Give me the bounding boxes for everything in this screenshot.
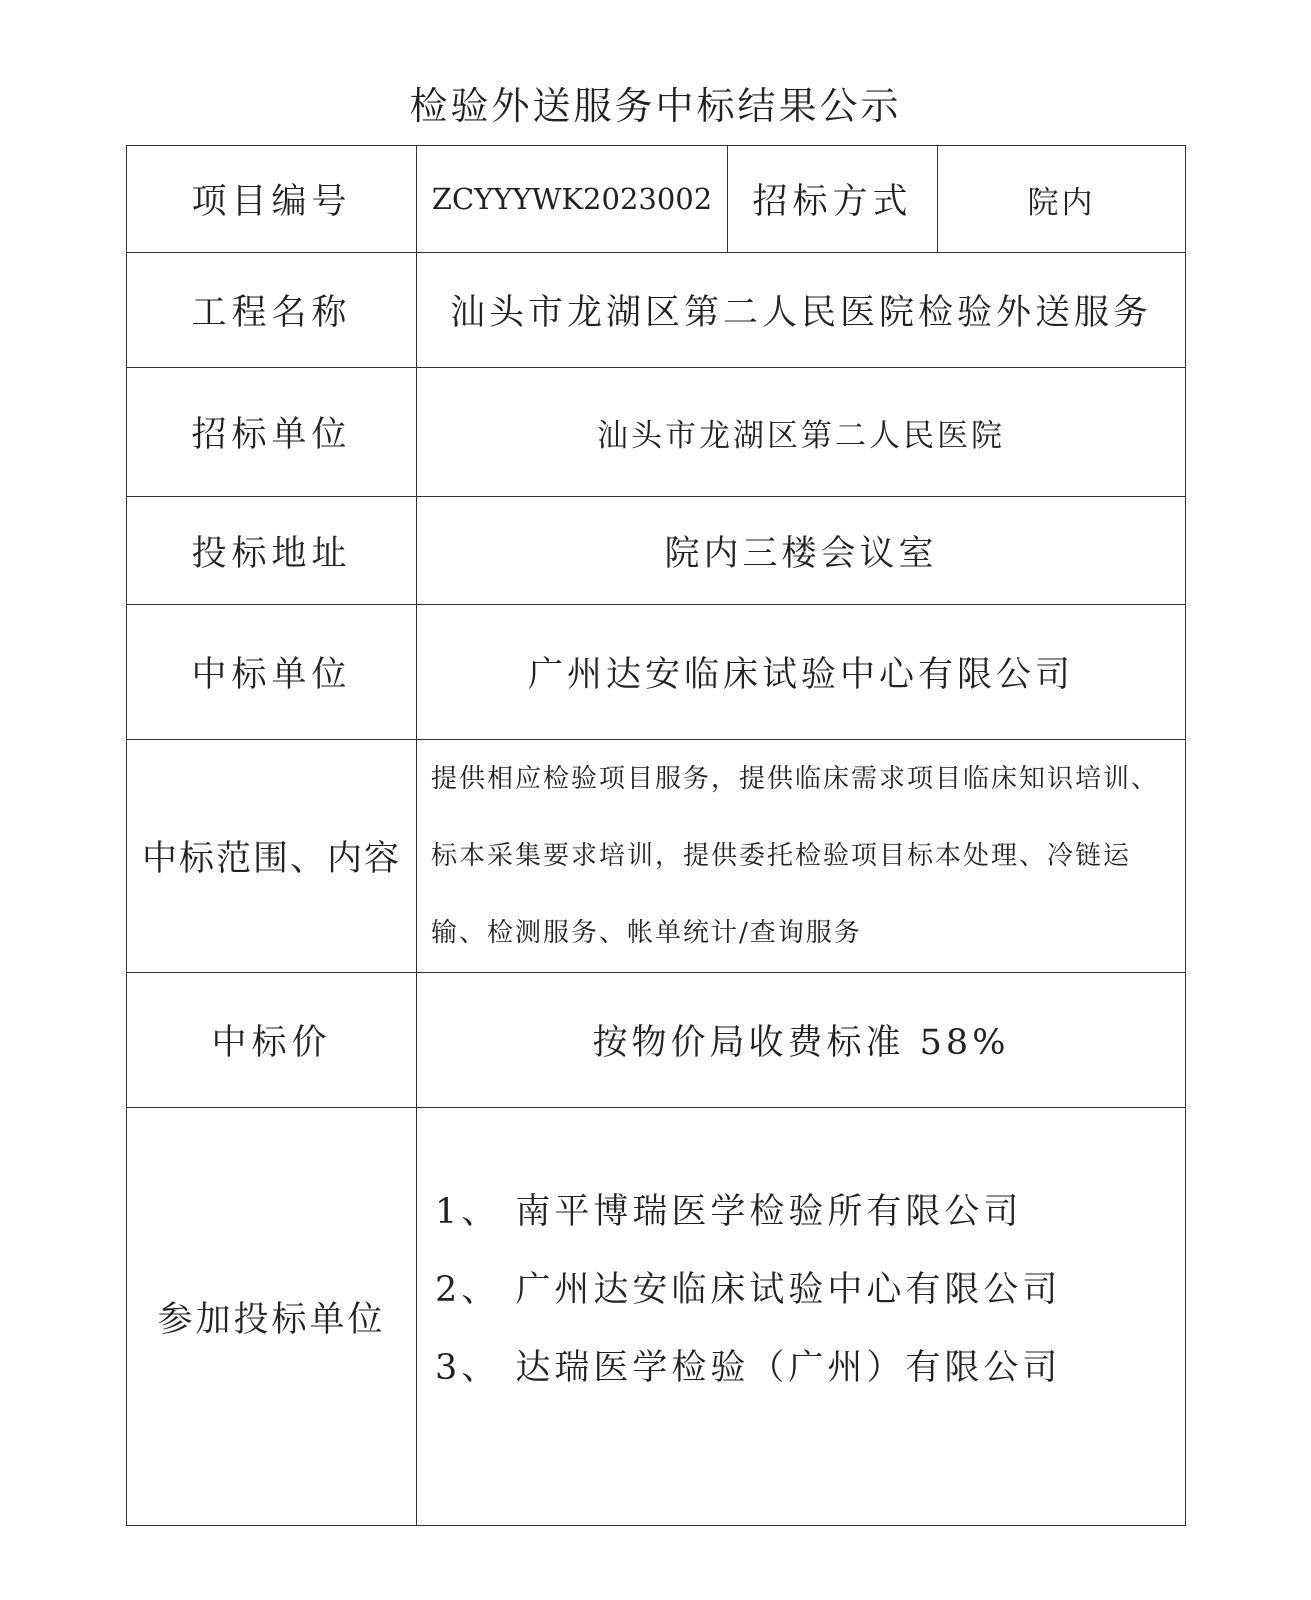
row-bid-address [127,497,1186,605]
row-tender-unit [127,368,1186,497]
bidder-item: 1、 南平博瑞医学检验所有限公司 [435,1191,1023,1232]
value-price: 按物价局收费标准 58% [417,973,1186,1108]
bidder-item: 3、 达瑞医学检验（广州）有限公司 [435,1347,1062,1388]
label-bidders: 参加投标单位 [127,1108,417,1526]
document-title: 检验外送服务中标结果公示 [409,84,902,128]
label-bid-address: 投标地址 [127,497,417,605]
value-project-no: ZCYYYWK2023002 [417,146,728,253]
value-bid-address: 院内三楼会议室 [417,497,1186,605]
value-scope: 提供相应检验项目服务，提供临床需求项目临床知识培训、标本采集要求培训，提供委托检验项目标本处理、冷链运输、检测服务、帐单统计/查询服务 [417,740,1186,973]
row-price [127,973,1186,1108]
label-price: 中标价 [127,973,417,1108]
value-project-name: 汕头市龙湖区第二人民医院检验外送服务 [417,253,1186,368]
row-project-name [127,253,1186,368]
row-bidders [127,1108,1186,1526]
bidder-item: 2、 广州达安临床试验中心有限公司 [435,1269,1062,1310]
label-project-no: 项目编号 [127,146,417,253]
label-bid-method: 招标方式 [728,146,938,253]
row-scope [127,740,1186,973]
label-project-name: 工程名称 [127,253,417,368]
row-project-no [127,146,1186,253]
row-winner [127,605,1186,740]
value-bid-method: 院内 [938,146,1186,253]
value-winner: 广州达安临床试验中心有限公司 [417,605,1186,740]
label-winner: 中标单位 [127,605,417,740]
label-tender-unit: 招标单位 [127,368,417,497]
bidder-list [417,1108,1186,1526]
result-table [126,145,1186,1526]
value-tender-unit: 汕头市龙湖区第二人民医院 [417,368,1186,497]
label-scope: 中标范围、内容 [127,740,417,973]
